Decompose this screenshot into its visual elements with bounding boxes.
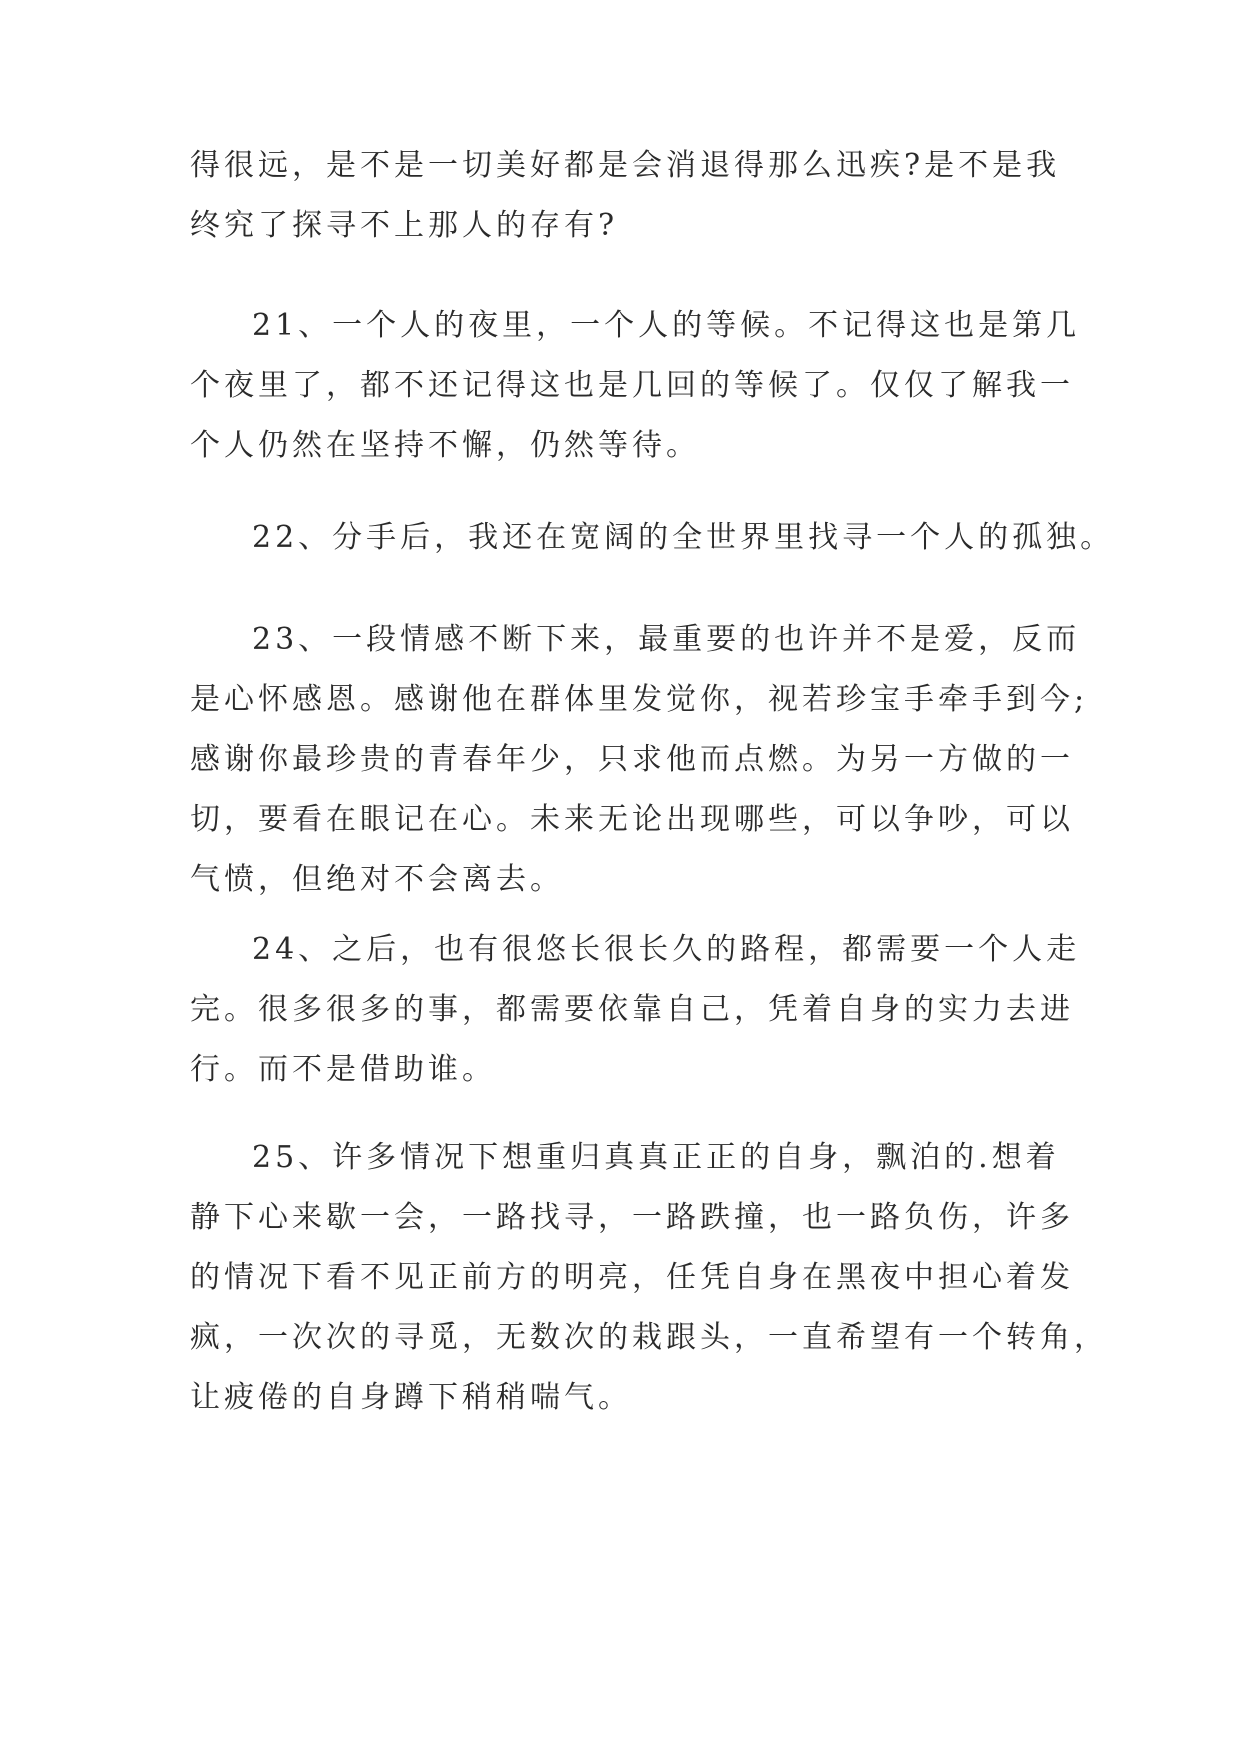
text-line: 22、分手后，我还在宽阔的全世界里找寻一个人的孤独。 [252,520,1115,555]
text-line: 行。而不是借助谁。 [190,1052,496,1087]
paragraph-24 [190,920,1081,1100]
text-line: 得很远，是不是一切美好都是会消退得那么迅疾?是不是我 [190,148,1061,183]
text-line: 23、一段情感不断下来，最重要的也许并不是爱，反而 [252,622,1081,657]
text-line: 切，要看在眼记在心。未来无论出现哪些，可以争吵，可以 [190,802,1074,837]
text-line: 的情况下看不见正前方的明亮，任凭自身在黑夜中担心着发 [190,1260,1074,1295]
text-line: 是心怀感恩。感谢他在群体里发觉你，视若珍宝手牵手到今; [190,682,1089,717]
text-line: 感谢你最珍贵的青春年少，只求他而点燃。为另一方做的一 [190,742,1074,777]
text-line: 24、之后，也有很悠长很长久的路程，都需要一个人走 [252,932,1081,967]
text-line: 气愤，但绝对不会离去。 [190,862,564,897]
paragraph-25 [190,1128,1108,1428]
paragraph-20-continued [190,136,1060,256]
text-line: 终究了探寻不上那人的存有? [190,208,619,243]
text-line: 25、许多情况下想重归真真正正的自身，飘泊的.想着 [252,1140,1060,1175]
text-line: 21、一个人的夜里，一个人的等候。不记得这也是第几 [252,308,1081,343]
paragraph-22 [190,508,1115,568]
text-line: 疯，一次次的寻觅，无数次的栽跟头，一直希望有一个转角， [190,1320,1108,1355]
text-line: 个人仍然在坚持不懈，仍然等待。 [190,428,700,463]
paragraph-23 [190,610,1089,910]
text-line: 让疲倦的自身蹲下稍稍喘气。 [190,1380,632,1415]
text-line: 完。很多很多的事，都需要依靠自己，凭着自身的实力去进 [190,992,1074,1027]
text-line: 静下心来歇一会，一路找寻，一路跌撞，也一路负伤，许多 [190,1200,1074,1235]
text-line: 个夜里了，都不还记得这也是几回的等候了。仅仅了解我一 [190,368,1074,403]
paragraph-21 [190,296,1081,476]
